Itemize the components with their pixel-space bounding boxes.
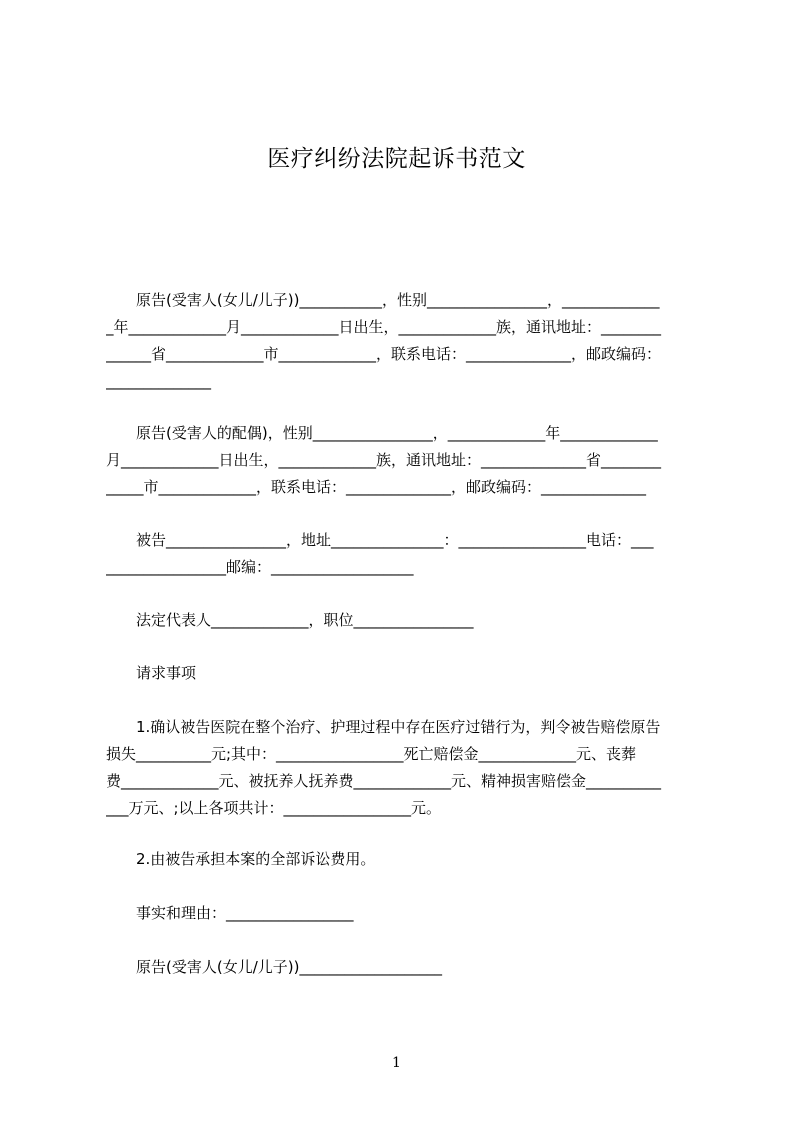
paragraph-legal-representative xyxy=(106,607,698,634)
text-line: 事实和理由：_________________ xyxy=(106,904,354,922)
text-line: 2.由被告承担本案的全部诉讼费用。 xyxy=(106,850,376,868)
paragraph-plaintiff-spouse xyxy=(106,420,698,501)
text-line: 费_____________元、被抚养人抚养费_____________元、精神损害赔偿金__________ xyxy=(106,772,662,790)
paragraph-claim-1 xyxy=(106,714,698,822)
text-line: 被告________________，地址_______________：_________________电话：___ xyxy=(106,531,654,549)
page-number: 1 xyxy=(392,1055,401,1071)
document-title: 医疗纠纷法院起诉书范文 xyxy=(267,146,526,172)
text-line: 原告(受害人的配偶)，性别________________，_____________年_____________ xyxy=(106,424,658,442)
text-line: 原告(受害人(女儿/儿子))___________________ xyxy=(106,958,442,976)
paragraph-defendant xyxy=(106,527,698,581)
paragraph-plaintiff-signature xyxy=(106,954,698,981)
text-line: ___万元、;以上各项共计：_________________元。 xyxy=(106,799,442,817)
paragraph-facts-and-reasons xyxy=(106,900,698,927)
text-line: 月_____________日出生，_____________族，通讯地址：______________省________ xyxy=(106,451,662,469)
text-line: 原告(受害人(女儿/儿子))___________，性别________________，_____________ xyxy=(106,291,660,309)
paragraph-claim-2 xyxy=(106,846,698,873)
text-line: 法定代表人_____________，职位________________ xyxy=(106,611,474,629)
text-line: ______________ xyxy=(106,372,211,390)
text-line: 损失__________元;其中：_________________死亡赔偿金_____________元、丧葬 xyxy=(106,745,637,763)
text-line: ______省_____________市_____________，联系电话：______________，邮政编码： xyxy=(106,345,662,363)
paragraph-plaintiff-child xyxy=(106,287,698,395)
text-line: _年_____________月_____________日出生，_____________族，通讯地址：________ xyxy=(106,318,662,336)
text-line: 请求事项 xyxy=(106,664,197,682)
text-line: ________________邮编：___________________ xyxy=(106,558,414,576)
section-heading-claims xyxy=(106,660,698,687)
text-line: _____市_____________，联系电话：______________，邮政编码：______________ xyxy=(106,478,647,496)
text-line: 1.确认被告医院在整个治疗、护理过程中存在医疗过错行为，判令被告赔偿原告 xyxy=(106,718,661,736)
